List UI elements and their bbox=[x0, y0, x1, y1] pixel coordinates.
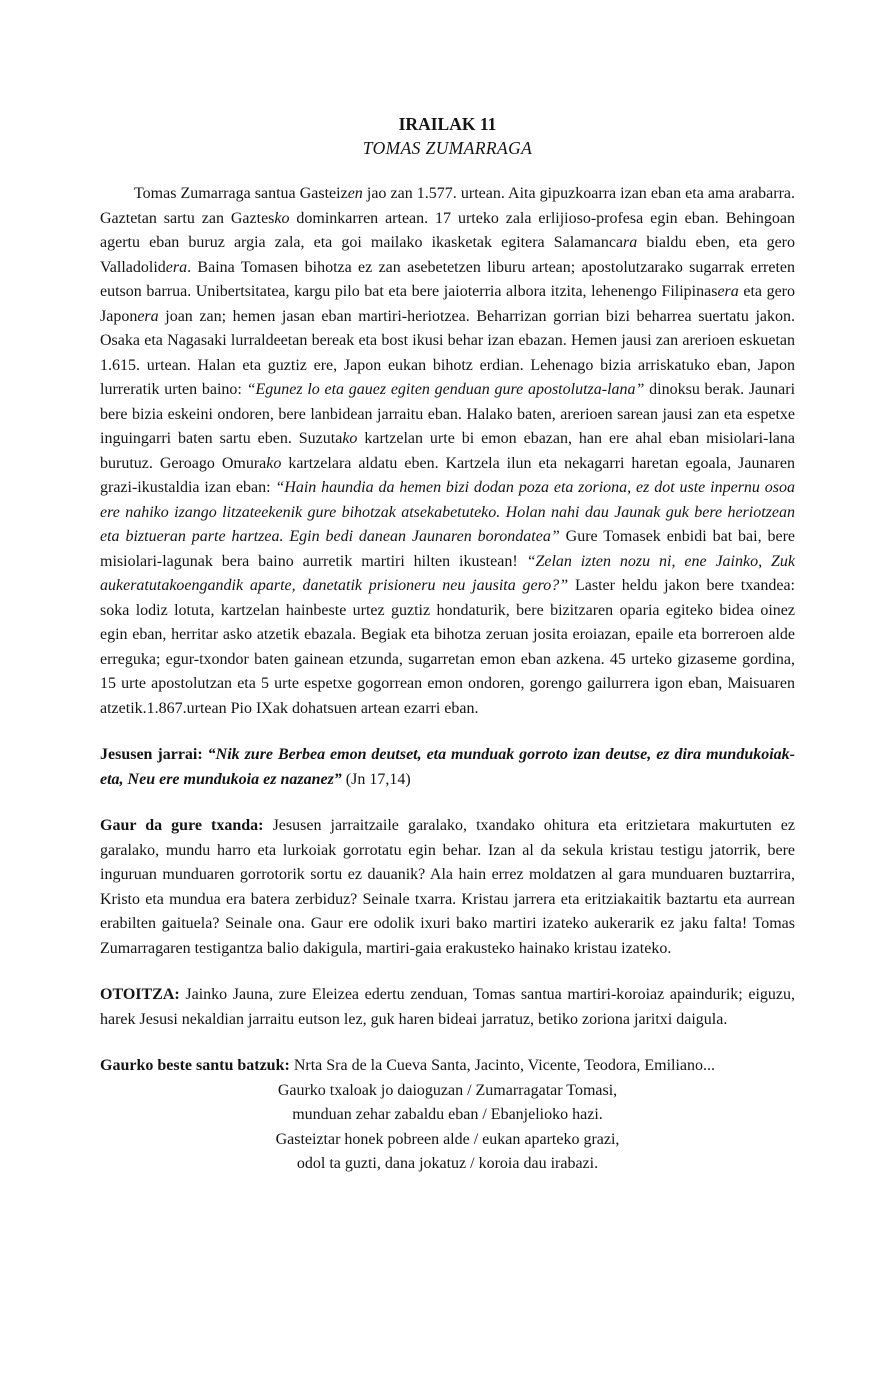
text-segment: Laster heldu jakon bere txandea: soka lodiz lotuta, kartzelan hainbeste urtez guztiz hondaturik, bere bizitzaren oparia egiteko bidea oinez egin eban, herritar asko atzetik ebazala. Begiak eta bihotza zeruan josita eroiazan, epaile eta borreroen alde erreguka; egur-txondor baten gainean etzunda, sugarretan emon eban azkena. 45 urteko gizaseme gordina, 15 urte apostolutzan eta 5 urte espetxe gogorrean emon ondoren, gorengo gailurrera igon eban, Maisuaren atzetik.1.867.urtean Pio IXak dohatsuen artean ezarri eban. bbox=[100, 577, 796, 717]
gaurko-beste-santu-batzuk-paragraph bbox=[100, 1054, 795, 1079]
text-segment: . Baina Tomasen bihotza ez zan asebetetzen liburu artean; apostolutzarako sugarrak erreten eutson barrua. Unibertsitatea, kargu pilo bat eta bere jaioterria albora itzita, lehenengo Filipinas bbox=[100, 258, 795, 300]
emphasized-text: ko bbox=[342, 430, 358, 447]
emphasized-text: Gaurko beste santu batzuk: bbox=[100, 1057, 294, 1074]
text-segment: Jainko Jauna, zure Eleizea edertu zenduan, Tomas santua martiri-koroiaz apaindurik; eiguzu, harek Jesusi nekaldian jarraitu eutson lez, guk haren bideai jarratuz, betiko zoriona jaritxi daigula. bbox=[100, 986, 795, 1028]
emphasized-text: era bbox=[717, 283, 739, 300]
emphasized-text: ko bbox=[274, 209, 290, 227]
date-title: IRAILAK 11 bbox=[398, 114, 497, 134]
document-body bbox=[100, 182, 795, 1177]
jesusen-jarrai-paragraph bbox=[100, 743, 795, 792]
emphasized-text: ra bbox=[623, 234, 638, 251]
document-header bbox=[100, 112, 795, 160]
gaur-da-gure-txanda-paragraph bbox=[100, 814, 795, 961]
emphasized-text: era bbox=[137, 307, 159, 325]
emphasized-text: Jesusen jarrai: bbox=[100, 746, 208, 763]
emphasized-text: “Nik zure Berbea emon deutset, eta munduak gorroto izan deutse, ez dira mundukoiak-eta, Neu ere mundukoia ez nazanez” bbox=[100, 746, 795, 788]
text-segment: joan zan; hemen jasan eban martiri-heriotzea. Beharrizan gorrian bizi beharrea suertatu jakon. Osaka eta Nagasaki lurraldeetan bereak eta bost ikusi behar izan ebazan. Hemen jausi zan arerioen eskuetan 1.615. urtean. Halan eta guztiz ere, Japon eukan bihotz erdian. Lehenago bizia arriskatuko eban, Japon lurreratik urten baino: bbox=[100, 307, 795, 398]
text-segment: munduan zehar zabaldu eban / Ebanjelioko hazi. bbox=[292, 1106, 603, 1123]
emphasized-text: Gaur da gure txanda: bbox=[100, 817, 273, 834]
verse-line-3 bbox=[100, 1128, 795, 1153]
verse-line-4 bbox=[100, 1152, 795, 1177]
emphasized-text: “Hain haundia da hemen bizi dodan poza eta zoriona, ez dot uste inpernu osoa ere nahiko izango litzateekenik gure bihotzak atsekabetuteko. Holan nahi dau Jaunak guk bere heriotzean eta biztueran parte hartzea. Egin bedi danean Jaunaren borondatea” bbox=[100, 479, 795, 545]
biography-paragraph bbox=[100, 182, 795, 721]
text-segment: Nrta Sra de la Cueva Santa, Jacinto, Vicente, Teodora, Emiliano... bbox=[293, 1057, 716, 1074]
text-segment: Tomas Zumarraga santua Gasteiz bbox=[134, 185, 348, 202]
text-segment: jao zan 1.577. urtean. Aita gipuzkoarra izan eban eta ama arabarra. Gaztetan sartu zan Gaztes bbox=[100, 185, 795, 227]
saint-title: TOMAS ZUMARRAGA bbox=[362, 138, 533, 158]
verse-line-2 bbox=[100, 1103, 795, 1128]
text-segment: odol ta guzti, dana jokatuz / koroia dau irabazi. bbox=[296, 1155, 599, 1172]
verse-line-1 bbox=[100, 1079, 795, 1104]
text-segment: dinoksu berak. Jaunari bere bizia eskeini ondoren, bere lanbidean jarraitu eban. Halako baten, arerioen sarean jausi zan eta espetxe inguingarri baten sartu eben. Suzuta bbox=[100, 381, 796, 447]
text-segment: Gaurko txaloak jo daioguzan / Zumarragatar Tomasi, bbox=[277, 1081, 618, 1099]
text-segment: Jesusen jarraitzaile garalako, txandako ohitura eta eritzietara makurtuten ez garalako, mundu harro eta lurkoiak gorrotatu egin behar. Izan al da sekula kristau testigu jatorrik, bere inguruan munduaren gorrotorik sortu ez dauanik? Ala hain errez moldatzen al gara munduaren buztarrira, Kristo eta mundua era batera zerbiduz? Seinale txarra. Kristau jarrera eta eritziakaitik baztartu eta aurrean erabilten gaituela? Seinale ona. Gaur ere odolik ixuri bako martiri izateko aukerarik ez jaku falta! Tomas Zumarragaren testigantza balio dakigula, martiri-gaia erakusteko hainako kristau izateko. bbox=[100, 817, 796, 957]
otoitza-paragraph bbox=[100, 983, 795, 1032]
emphasized-text: “Egunez lo eta gauez egiten genduan gure apostolutza-lana” bbox=[246, 381, 645, 398]
text-segment: Gure Tomasek enbidi bat bai, bere misiolari-lagunak bera baino aurretik martiri hilten ikustean! bbox=[100, 528, 796, 570]
text-segment: kartzelan urte bi emon ebazan, han ere ahal eban misiolari-lana burutuz. Geroago Omura bbox=[100, 430, 795, 472]
emphasized-text: en bbox=[347, 185, 363, 202]
emphasized-text: OTOITZA: bbox=[100, 986, 186, 1003]
emphasized-text: ko bbox=[266, 454, 282, 472]
text-segment: (Jn 17,14) bbox=[341, 770, 411, 788]
emphasized-text: era bbox=[165, 258, 188, 276]
text-segment: Gasteiztar honek pobreen alde / eukan aparteko grazi, bbox=[275, 1130, 620, 1148]
emphasized-text: “Zelan izten nozu ni, ene Jainko, Zuk aukeratutakoengandik aparte, danetatik prisioneru neu jausita gero?” bbox=[100, 552, 795, 594]
text-segment: dominkarren artean. 17 urteko zala erlijioso-profesa egin eban. Behingoan agertu eban buruz argia zala, eta goi mailako ikasketak egitera Salamanca bbox=[100, 209, 796, 251]
text-segment: kartzelara aldatu eben. Kartzela ilun eta nekagarri haretan egoala, Jaunaren grazi-ikustaldia izan eban: bbox=[100, 454, 795, 496]
text-segment: eta gero Japon bbox=[100, 283, 796, 325]
text-segment: bialdu eben, eta gero Valladolid bbox=[100, 234, 796, 276]
